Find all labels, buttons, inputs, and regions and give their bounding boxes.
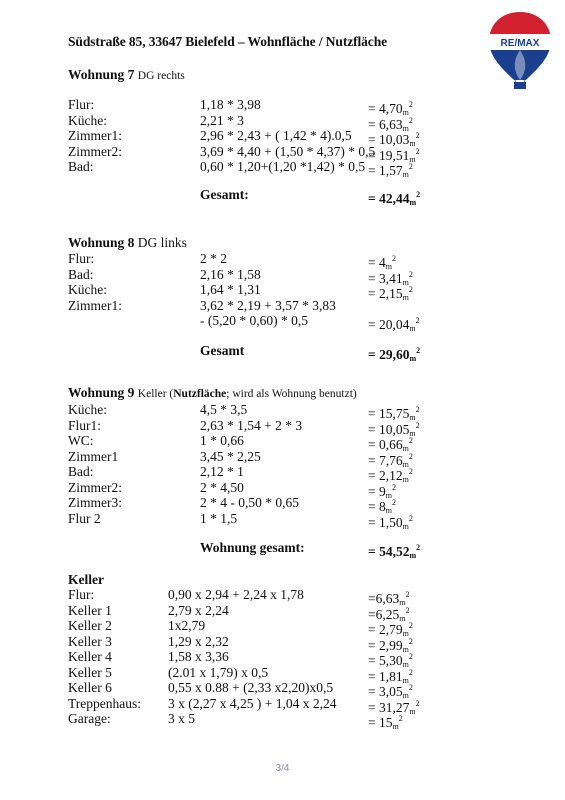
room-label: Keller 2 [68,618,112,633]
area-formula: 3 x (2,27 x 4,25 ) + 1,04 x 2,24 [168,695,337,711]
section-subtitle-post: ; wird als Wohnung benutzt) [226,388,357,400]
area-result: = $31,27_m^2$ [368,698,420,716]
area-row [68,313,508,333]
area-result: = $15,75_m^2$ [368,405,420,422]
area-formula: 2 * 2 [200,251,227,266]
unit-m2: $_m^2$ [402,513,413,531]
area-row [68,143,508,164]
area-row [68,251,508,271]
room-label: Garage: [68,711,111,726]
area-formula: 2,96 * 2,43 + ( 1,42 * 4).0,5 [200,128,352,143]
area-row [68,112,508,133]
room-label: Keller 6 [68,680,112,695]
total-row [68,540,508,560]
total-row [68,343,508,363]
unit-m2: $_m^2$ [402,652,413,669]
area-row [68,711,508,731]
room-label: Bad: [68,464,94,479]
room-label: Keller 5 [68,664,112,680]
area-formula: 1 * 0,66 [200,433,244,448]
unit-m2: $_m^2$ [402,621,413,638]
area-result: = $9_m^2$ [368,482,396,500]
area-row [68,633,508,654]
area-row [68,266,508,287]
area-formula: 1x2,79 [168,618,206,633]
area-row [68,495,508,515]
room-label: WC: [68,433,94,448]
area-result: = $4_m^2$ [368,254,396,271]
area-result: = $2,12_m^2$ [368,467,413,484]
unit-m2: $_m^2$ [409,346,421,363]
area-formula: 2 * 4 - 0,50 * 0,65 [200,495,299,510]
area-result: $=6,63_m^2$ [368,590,410,607]
unit-m2: $_m^2$ [409,405,420,422]
page-number: 3/4 [275,763,290,774]
area-result: = $4,70_m^2$ [368,100,413,117]
unit-m2: $_m^2$ [409,698,420,716]
room-label: Flur 2 [68,510,101,526]
area-formula: 4,5 * 3,5 [200,402,248,417]
area-result: = $8_m^2$ [368,498,396,515]
area-row [68,464,508,484]
area-result: = $6,63_m^2$ [368,115,413,133]
unit-m2: $_m^2$ [402,162,413,179]
area-row [68,448,508,469]
area-formula: 2,12 * 1 [200,464,244,479]
room-label: Flur: [68,251,95,266]
total-value: = $29,60_m^2$ [368,346,421,363]
section-heading-w9 [68,385,357,401]
unit-m2: $_m^2$ [402,269,413,287]
area-formula: 1,64 * 1,31 [200,282,261,297]
area-row [68,510,508,531]
unit-m2: $_m^2$ [402,667,413,685]
remax-balloon-logo [486,10,554,92]
room-label: Bad: [68,159,94,174]
area-row [68,664,508,685]
section-title: Keller [68,572,104,587]
unit-m2: $_m^2$ [385,498,396,515]
total-label: Wohnung gesamt: [200,540,305,555]
unit-m2: $_m^2$ [402,436,413,453]
area-formula: 3 x 5 [168,711,195,726]
room-label: Keller 4 [68,649,112,664]
section-subtitle-bold: Nutzfläche [173,388,227,400]
area-result: $=6,25_m^2$ [368,605,410,623]
room-label: Zimmer1 [68,448,119,464]
total-value: = $54,52_m^2$ [368,543,421,560]
unit-m2: $_m^2$ [409,190,421,207]
unit-m2: $_m^2$ [409,316,420,333]
area-formula: 2,79 x 2,24 [168,602,229,618]
area-result: = $20,04_m^2$ [368,316,420,333]
room-label: Keller 3 [68,633,112,649]
area-row [68,128,508,148]
total-label: Gesamt [200,343,245,358]
unit-m2: $_m^2$ [402,100,413,117]
area-result: = $0,66_m^2$ [368,436,413,453]
room-label: Bad: [68,266,94,282]
area-formula: 2 * 4,50 [200,479,244,495]
area-formula: 2,63 * 1,54 + 2 * 3 [200,417,303,433]
area-formula: 3,69 * 4,40 + (1,50 * 4,37) * 0,5 [200,143,376,159]
unit-m2: $_m^2$ [409,420,420,438]
unit-m2: $_m^2$ [409,131,420,148]
area-formula: (2.01 x 1,79) x 0,5 [168,664,269,680]
section-heading-w8 [68,235,187,251]
total-value: = $42,44_m^2$ [368,190,421,207]
section-subtitle: DG rechts [137,70,185,82]
section-title: Wohnung 8 [68,235,135,250]
unit-m2: $_m^2$ [392,714,403,731]
area-formula: 2,21 * 3 [200,112,244,128]
area-result: = $3,05_m^2$ [368,683,413,700]
area-result: = $10,05_m^2$ [368,420,420,438]
total-row [68,187,508,207]
unit-m2: $_m^2$ [409,146,420,164]
area-result: = $3,41_m^2$ [368,269,413,287]
unit-m2: $_m^2$ [409,543,421,560]
area-result: = $15_m^2$ [368,714,403,731]
area-formula: 1,58 x 3,36 [168,649,229,664]
room-label: Zimmer1: [68,128,122,143]
unit-m2: $_m^2$ [402,451,413,469]
area-row [68,402,508,422]
unit-m2: $_m^2$ [402,285,413,302]
unit-m2: $_m^2$ [399,590,410,607]
area-row [68,618,508,638]
room-label: Zimmer1: [68,297,122,313]
section-heading-w7 [68,67,185,83]
page-title: Südstraße 85, 33647 Bielefeld – Wohnfläche / Nutzfläche [68,34,388,49]
area-row [68,649,508,669]
area-formula: 2,16 * 1,58 [200,266,261,282]
area-result: = $5,30_m^2$ [368,652,413,669]
unit-m2: $_m^2$ [402,115,413,133]
area-row [68,159,508,179]
room-label: Flur1: [68,417,102,433]
area-row [68,602,508,623]
area-formula: 0,90 x 2,94 + 2,24 x 1,78 [168,587,304,602]
unit-m2: $_m^2$ [402,683,413,700]
area-result: = $2,99_m^2$ [368,636,413,654]
area-row [68,587,508,607]
area-row [68,680,508,700]
area-formula: 3,62 * 2,19 + 3,57 * 3,83 [200,297,336,313]
room-label: Küche: [68,402,107,417]
area-formula: 0,60 * 1,20+(1,20 *1,42) * 0,5 [200,159,366,174]
area-row [68,298,508,313]
room-label: Zimmer3: [68,495,122,510]
section-title: Wohnung 7 [68,67,135,82]
section-heading-keller [68,572,104,588]
room-label: Zimmer2: [68,479,122,495]
area-result: = $19,51_m^2$ [368,146,420,164]
unit-m2: $_m^2$ [399,605,410,623]
logo-text: RE/MAX [500,38,540,49]
area-row [68,282,508,302]
area-result: = $1,81_m^2$ [368,667,413,685]
room-label: Küche: [68,112,107,128]
room-label: Treppenhaus: [68,695,141,711]
section-subtitle-pre: Keller ( [137,388,174,400]
area-row [68,479,508,500]
section-title: Wohnung 9 [68,385,135,400]
area-formula: 0,55 x 0.88 + (2,33 x2,20)x0,5 [168,680,334,695]
area-result: = $2,15_m^2$ [368,285,413,302]
area-result: = $1,50_m^2$ [368,513,413,531]
area-row [68,695,508,716]
area-formula: 1,18 * 3,98 [200,97,261,112]
unit-m2: $_m^2$ [402,467,413,484]
area-result: = $10,03_m^2$ [368,131,420,148]
room-label: Keller 1 [68,602,112,618]
area-formula: 1 * 1,5 [200,510,238,526]
area-formula: 1,29 x 2,32 [168,633,229,649]
area-formula: 3,45 * 2,25 [200,448,261,464]
room-label: Zimmer2: [68,143,122,159]
area-result: = $7,76_m^2$ [368,451,413,469]
unit-m2: $_m^2$ [402,636,413,654]
unit-m2: $_m^2$ [385,254,396,271]
area-row [68,97,508,117]
area-row [68,433,508,453]
area-formula: - (5,20 * 0,60) * 0,5 [200,313,308,328]
section-subtitle: DG links [137,235,187,250]
room-label: Flur: [68,97,95,112]
room-label: Flur: [68,587,95,602]
area-result: = $2,79_m^2$ [368,621,413,638]
total-label: Gesamt: [200,187,249,202]
room-label: Küche: [68,282,107,297]
area-result: = $1,57_m^2$ [368,162,413,179]
unit-m2: $_m^2$ [385,482,396,500]
area-row [68,417,508,438]
